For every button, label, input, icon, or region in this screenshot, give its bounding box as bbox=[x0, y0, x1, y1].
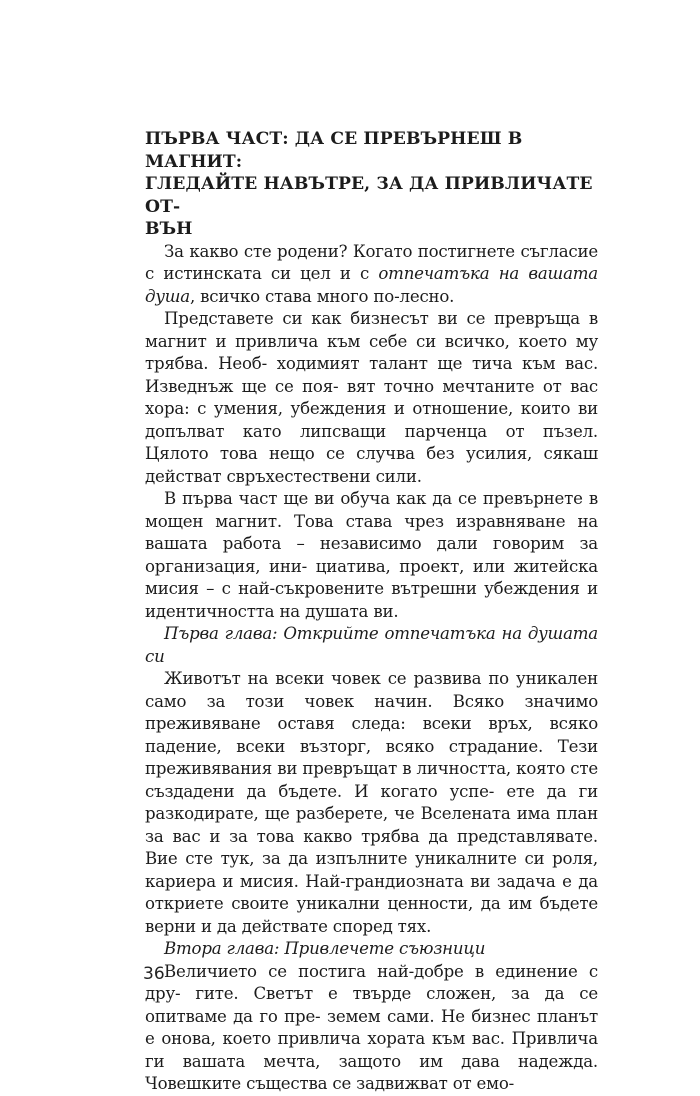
text-line: мощен магнит. Това става чрез изравняване на вашата bbox=[145, 511, 598, 553]
text-line: работа – независимо дали говорим за организация, ини- bbox=[145, 534, 598, 576]
text-line: личността, която сте създадени да бъдете. И когато успе- bbox=[145, 759, 598, 801]
text-line: уникални ценности, да им бъдете верни и да действате bbox=[145, 894, 598, 936]
text-line: и привлича към себе си всичко, което му трябва. Необ- bbox=[145, 331, 599, 373]
text-fragment: с истинската си цел и с bbox=[145, 264, 379, 283]
text-line: Представете си как бизнесът ви се превръща в магнит bbox=[145, 309, 598, 351]
heading-line: ВЪН bbox=[145, 219, 193, 239]
text-line: мисия. Най-грандиозната ви задача е да откриете своите bbox=[145, 871, 598, 913]
text-line: всичко става много по-лесно. bbox=[200, 286, 455, 306]
text-line: само за този човек начин. Всяко значимо преживяване bbox=[145, 691, 598, 733]
text-line: циатива, проект, или житейска мисия – с най-съкровените bbox=[145, 556, 598, 598]
heading-line: ПЪРВА ЧАСТ: ДА СЕ ПРЕВЪРНЕШ В МАГНИТ: bbox=[145, 129, 523, 172]
text-line: Животът на всеки човек се развива по уникален bbox=[164, 669, 598, 688]
text-fragment: , bbox=[189, 286, 196, 306]
text-line: хората към вас. Привлича ги вашата мечта, защото им bbox=[145, 1029, 599, 1071]
page-body bbox=[145, 128, 598, 1096]
text-line: вят точно мечтаните от вас хора: с умения, убеждения и bbox=[145, 376, 599, 418]
text-line: всяко страдание. Тези преживявания ви превръщат в bbox=[145, 736, 598, 778]
text-line: За какво сте родени? Когато постигнете съгласие bbox=[164, 241, 598, 261]
text-line: оставя следа: всеки връх, всяко падение, всеки възторг, bbox=[145, 714, 598, 756]
paragraph-chapter-one bbox=[145, 668, 598, 938]
paragraph-intro bbox=[145, 241, 598, 309]
chapter-two-subheading: Втора глава: Привлечете съюзници bbox=[164, 939, 486, 958]
text-line: ете да ги разкодирате, ще разберете, че Вселената има bbox=[145, 781, 598, 823]
text-line: дава надежда. Човешките същества се задвижват от емо- bbox=[145, 1051, 598, 1093]
text-line: вътрешни убеждения и идентичността на душата ви. bbox=[145, 579, 598, 621]
text-line: земем сами. Не бизнес планът е онова, което привлича bbox=[145, 1006, 599, 1048]
text-line: отношение, които ви допълват като липсващи парченца bbox=[145, 399, 598, 441]
heading-line: ГЛЕДАЙТЕ НАВЪТРЕ, ЗА ДА ПРИВЛИЧАТЕ ОТ- bbox=[145, 174, 593, 217]
text-line: ходимият талант ще тича към вас. Изведнъж ще се поя- bbox=[145, 354, 599, 396]
text-line: В първа част ще ви обуча как да се превърнете в bbox=[164, 489, 598, 508]
text-line: от пъзел. Цялото това нещо се случва без усилия, сякаш bbox=[145, 421, 599, 463]
paragraph-magnet bbox=[145, 308, 598, 488]
text-line: действат свръхестествени сили. bbox=[145, 466, 422, 486]
paragraph-chapter-two bbox=[145, 961, 598, 1096]
text-line: план за вас и за това какво трябва да представлявате. Вие bbox=[145, 804, 598, 868]
text-line: според тях. bbox=[332, 916, 432, 936]
chapter-one-subheading: Първа глава: Открийте отпечатъка на душата си bbox=[145, 624, 598, 666]
paragraph-part-one bbox=[145, 488, 598, 623]
page-number: 36 bbox=[143, 964, 165, 984]
emphasis-text: отпечатъка на вашата душа bbox=[145, 264, 598, 306]
part-heading bbox=[145, 128, 598, 241]
text-line: Величието се постига най-добре в единение с дру- bbox=[145, 961, 598, 1003]
text-line: сте тук, за да изпълните уникалните си роля, кариера и bbox=[145, 849, 599, 891]
text-line: гите. Светът е твърде сложен, за да се опитваме да го пре- bbox=[145, 984, 598, 1026]
